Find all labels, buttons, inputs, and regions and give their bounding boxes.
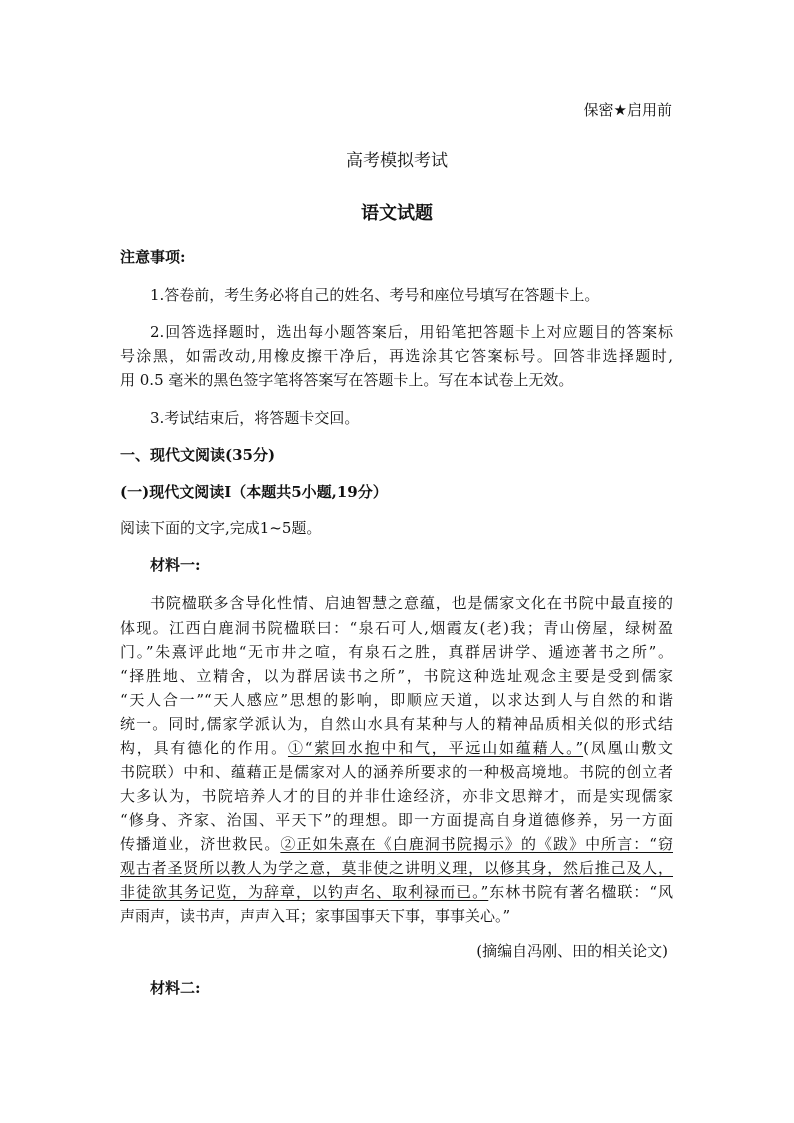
notice-heading: 注意事项: — [120, 248, 186, 266]
material-2-label: 材料二: — [150, 979, 201, 997]
material-1-line-14: 声雨声，读书声，声声入耳；家事国事天下事，事事关心。” — [120, 907, 511, 925]
material-1-line-8: 书院联）中和、蕴藉正是儒家对人的涵养所要求的一种极高境地。书院的创立者 — [120, 763, 673, 781]
notice-item-2-line-3: 用 0.5 毫米的黑色签字笔将答案写在答题卡上。写在本试卷上无效。 — [120, 371, 574, 389]
material-1-line-7 — [120, 737, 673, 758]
material-1-line-7-tail: (凤凰山敷文 — [583, 739, 673, 757]
material-1-line-1: 书院楹联多含导化性情、启迪智慧之意蕴，也是儒家文化在书院中最直接的 — [150, 594, 673, 612]
underlined-sentence-1: ①“萦回水抱中和气，平远山如蕴藉人。” — [287, 739, 584, 757]
material-1-line-5: “天人合一”“天人感应”思想的影响，即顺应天道，以求达到人与自然的和谐 — [120, 691, 673, 709]
subsection-heading: (一)现代文阅读Ⅰ（本题共5小题,19分） — [120, 483, 388, 501]
material-1-line-6: 统一。同时,儒家学派认为，自然山水具有某种与人的精神品质相关似的形式结 — [120, 715, 673, 733]
material-1-label: 材料一: — [150, 556, 201, 574]
notice-item-2-line-2: 号涂黑，如需改动,用橡皮擦干净后，再选涂其它答案标号。回答非选择题时, — [120, 347, 673, 365]
reading-instruction: 阅读下面的文字,完成1~5题。 — [120, 519, 322, 537]
exam-title: 高考模拟考试 — [346, 151, 448, 171]
material-1-line-3: 门。”朱熹评此地“无市井之喧，有泉石之胜，真群居讲学、遁迹著书之所”。 — [120, 643, 673, 661]
material-1-line-4: “择胜地、立精舍，以为群居读书之所”，书院这种选址观念主要是受到儒家 — [120, 667, 673, 685]
section-heading: 一、现代文阅读(35分) — [120, 446, 276, 464]
material-1-line-7-text: 构，具有德化的作用。 — [120, 739, 288, 757]
notice-item-3: 3.考试结束后，将答题卡交回。 — [150, 409, 360, 427]
underlined-sentence-2: ②正如朱熹在《白鹿洞书院揭示》的《跋》中所言：“窃 — [280, 835, 673, 853]
material-1-line-13 — [120, 881, 673, 902]
subject-title: 语文试题 — [361, 203, 433, 224]
underlined-sentence-2-end: 非徒欲其务记览，为辞章，以钓声名、取利禄而已。” — [120, 883, 489, 901]
material-1-line-13-tail: 东林书院有著名楹联：“风 — [488, 883, 674, 901]
material-1-source: (摘编自冯刚、田的相关论文) — [476, 942, 668, 960]
confidential-mark: 保密★启用前 — [583, 101, 672, 119]
material-1-line-10: “修身、齐家、治国、平天下”的理想。即一方面提高自身道德修养，另一方面 — [120, 811, 673, 829]
material-1-line-11-text: 传播道业，济世救民。 — [120, 835, 281, 853]
material-1-line-12: 观古者圣贤所以教人为学之意，莫非使之讲明义理，以修其身，然后推己及人， — [120, 859, 673, 877]
material-1-line-2: 体现。江西白鹿洞书院楹联曰：“泉石可人,烟霞友(老)我；青山傍屋，绿树盈 — [120, 619, 673, 637]
material-1-line-11 — [120, 833, 673, 854]
notice-item-1: 1.答卷前，考生务必将自己的姓名、考号和座位号填写在答题卡上。 — [150, 286, 600, 304]
notice-item-2-line-1: 2.回答选择题时，选出每小题答案后，用铅笔把答题卡上对应题目的答案标 — [150, 323, 673, 341]
material-1-line-9: 大多认为，书院培养人才的目的并非仕途经济，亦非文思辩才，而是实现儒家 — [120, 787, 673, 805]
